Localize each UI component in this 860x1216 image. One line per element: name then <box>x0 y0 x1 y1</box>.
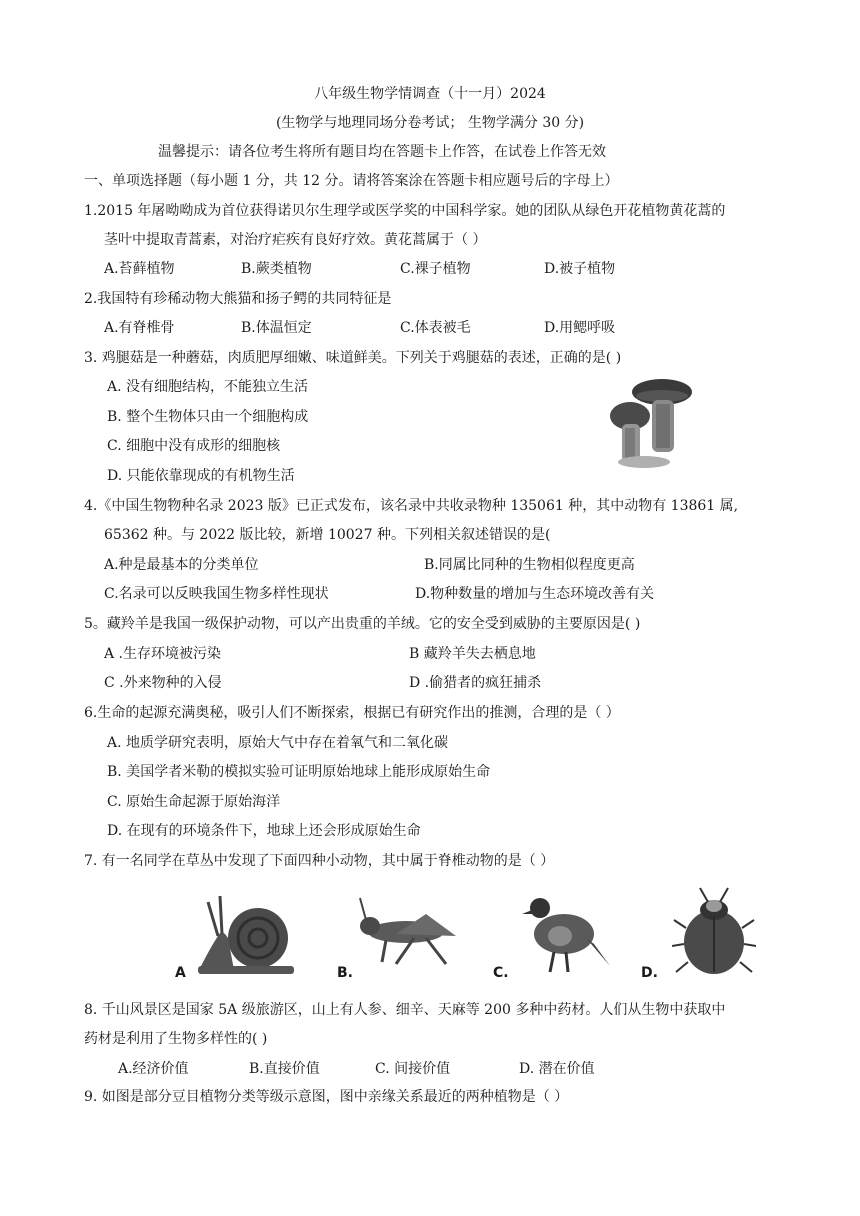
q8-option-c: C. 间接价值 <box>375 1061 451 1077</box>
exam-subtitle: (生物学与地理同场分卷考试； 生物学满分 30 分) <box>275 115 585 131</box>
q7-stem: 7. 有一名同学在草丛中发现了下面四种小动物，其中属于脊椎动物的是（ ） <box>84 853 555 869</box>
q3-option-a: A. 没有细胞结构，不能独立生活 <box>107 379 309 395</box>
q8-stem-line1: 8. 千山风景区是国家 5A 级旅游区，山上有人参、细辛、天麻等 200 多种中药材。人们从生物中获取中 <box>84 1002 726 1018</box>
q4-stem-line2: 65362 种。与 2022 版比较，新增 10027 种。下列相关叙述错误的是( <box>104 527 551 543</box>
q8-option-b: B.直接价值 <box>249 1061 320 1077</box>
ladybug-image <box>672 884 756 980</box>
q2-option-b: B.体温恒定 <box>241 320 312 336</box>
q7-label-d: D. <box>641 965 658 981</box>
pigeon-image <box>520 892 612 976</box>
q6-option-d: D. 在现有的环境条件下，地球上还会形成原始生命 <box>107 823 421 839</box>
q2-option-c: C.体表被毛 <box>400 320 471 336</box>
q3-stem: 3. 鸡腿菇是一种蘑菇，肉质肥厚细嫩、味道鲜美。下列关于鸡腿菇的表述，正确的是( ) <box>84 350 622 366</box>
q4-option-c: C.名录可以反映我国生物多样性现状 <box>104 586 329 602</box>
q6-option-c: C. 原始生命起源于原始海洋 <box>107 794 281 810</box>
grasshopper-image <box>356 896 464 968</box>
q4-option-b: B.同属比同种的生物相似程度更高 <box>424 557 635 573</box>
q5-option-d: D .偷猎者的疯狂捕杀 <box>409 675 542 691</box>
q5-option-c: C .外来物种的入侵 <box>104 675 222 691</box>
q3-option-c: C. 细胞中没有成形的细胞核 <box>107 438 281 454</box>
q4-option-a: A.种是最基本的分类单位 <box>104 557 259 573</box>
q7-label-b: B. <box>337 965 353 981</box>
q1-option-a: A.苔藓植物 <box>104 261 175 277</box>
q7-label-c: C. <box>493 965 509 981</box>
q5-stem: 5。藏羚羊是我国一级保护动物，可以产出贵重的羊绒。它的安全受到威胁的主要原因是( ) <box>84 616 641 632</box>
q5-option-b: B 藏羚羊失去栖息地 <box>409 646 536 662</box>
q6-option-b: B. 美国学者米勒的模拟实验可证明原始地球上能形成原始生命 <box>107 764 491 780</box>
q1-stem-line2: 茎叶中提取青蒿素，对治疗疟疾有良好疗效。黄花蒿属于（ ） <box>104 232 487 248</box>
q9-stem: 9. 如图是部分豆目植物分类等级示意图，图中亲缘关系最近的两种植物是（ ） <box>84 1089 569 1105</box>
q4-option-d: D.物种数量的增加与生态环境改善有关 <box>415 586 655 602</box>
q8-stem-line2: 药材是利用了生物多样性的( ) <box>84 1031 268 1047</box>
q1-option-b: B.蕨类植物 <box>241 261 312 277</box>
q7-label-a: A <box>175 965 186 981</box>
section-heading: 一、单项选择题（每小题 1 分，共 12 分。请将答案涂在答题卡相应题号后的字母上） <box>84 173 619 189</box>
q2-option-d: D.用鳃呼吸 <box>544 320 616 336</box>
snail-image <box>190 888 302 980</box>
exam-title: 八年级生物学情调查（十一月）2024 <box>314 86 546 102</box>
q3-option-b: B. 整个生物体只由一个细胞构成 <box>107 409 309 425</box>
q8-option-d: D. 潜在价值 <box>519 1061 595 1077</box>
q2-option-a: A.有脊椎骨 <box>104 320 175 336</box>
q1-option-c: C.裸子植物 <box>400 261 471 277</box>
mushroom-image <box>604 374 696 470</box>
q6-option-a: A. 地质学研究表明，原始大气中存在着氧气和二氧化碳 <box>107 735 449 751</box>
q8-option-a: A.经济价值 <box>118 1061 189 1077</box>
q1-option-d: D.被子植物 <box>544 261 616 277</box>
q6-stem: 6.生命的起源充满奥秘，吸引人们不断探索，根据已有研究作出的推测，合理的是（ ） <box>84 705 620 721</box>
q5-option-a: A .生存环境被污染 <box>104 646 222 662</box>
q4-stem-line1: 4.《中国生物物种名录 2023 版》已正式发布，该名录中共收录物种 135061 种，其中动物有 13861 属, <box>84 498 739 514</box>
exam-tip: 温馨提示：请各位考生将所有题目均在答题卡上作答，在试卷上作答无效 <box>158 144 606 160</box>
q1-stem-line1: 1.2015 年屠呦呦成为首位获得诺贝尔生理学或医学奖的中国科学家。她的团队从绿色开花植物黄花蒿的 <box>84 203 726 219</box>
q2-stem: 2.我国特有珍稀动物大熊猫和扬子鳄的共同特征是 <box>84 291 392 307</box>
q3-option-d: D. 只能依靠现成的有机物生活 <box>107 468 295 484</box>
